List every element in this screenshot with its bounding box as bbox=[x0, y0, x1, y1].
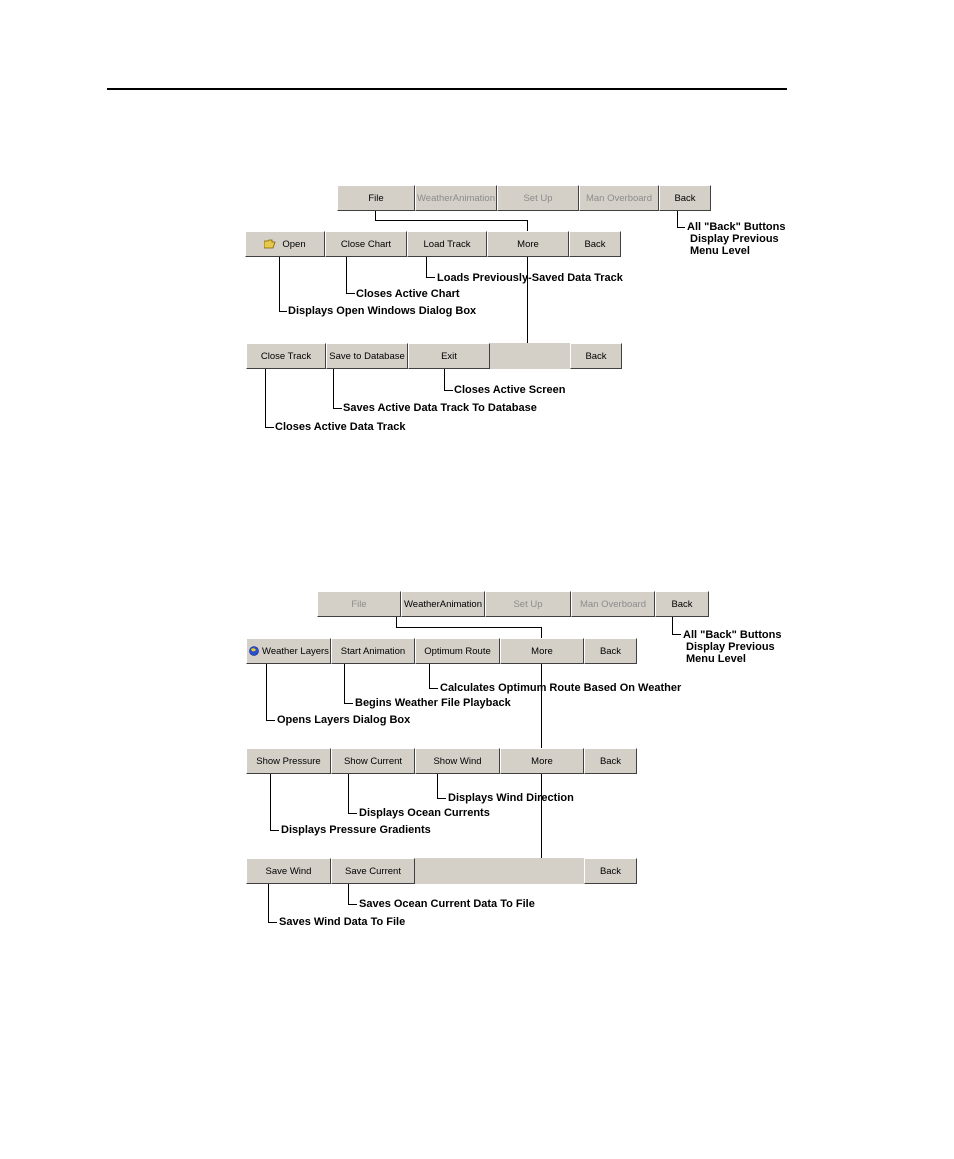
connector-line bbox=[270, 830, 279, 831]
file-button[interactable]: File bbox=[337, 185, 415, 211]
weather-layers-label: Weather Layers bbox=[262, 645, 329, 657]
show-wind-note: Displays Wind Direction bbox=[448, 792, 574, 804]
connector-line bbox=[541, 774, 542, 858]
more-button[interactable]: More bbox=[487, 231, 569, 257]
connector-line bbox=[270, 774, 271, 830]
weather-layers-note: Opens Layers Dialog Box bbox=[277, 714, 411, 726]
open-note: Displays Open Windows Dialog Box bbox=[288, 305, 477, 317]
connector-line bbox=[672, 617, 673, 635]
save-current-button[interactable]: Save Current bbox=[331, 858, 415, 884]
more-button[interactable]: More bbox=[500, 748, 584, 774]
connector-line bbox=[527, 257, 528, 343]
connector-line bbox=[344, 703, 353, 704]
back-button[interactable]: Back bbox=[659, 185, 711, 211]
connector-line bbox=[348, 813, 357, 814]
load-track-button[interactable]: Load Track bbox=[407, 231, 487, 257]
back-note: All "Back" Buttons Display Previous Menu Level bbox=[687, 221, 786, 257]
save-to-database-button[interactable]: Save to Database bbox=[326, 343, 408, 369]
back-note: All "Back" Buttons Display Previous Menu Level bbox=[683, 629, 782, 665]
connector-line bbox=[265, 369, 266, 427]
connector-line bbox=[437, 798, 446, 799]
show-wind-button[interactable]: Show Wind bbox=[415, 748, 500, 774]
weather-animation-button[interactable]: WeatherAnimation bbox=[415, 185, 497, 211]
file-more-submenu-bar bbox=[246, 343, 622, 369]
optimum-route-button[interactable]: Optimum Route bbox=[415, 638, 500, 664]
show-current-note: Displays Ocean Currents bbox=[359, 807, 490, 819]
load-track-note: Loads Previously-Saved Data Track bbox=[437, 272, 623, 284]
weather-animation-button[interactable]: WeatherAnimation bbox=[401, 591, 485, 617]
weather-layers-button[interactable] bbox=[246, 638, 331, 664]
connector-line bbox=[266, 720, 275, 721]
save-current-note: Saves Ocean Current Data To File bbox=[359, 898, 535, 910]
file-top-menu-bar bbox=[337, 185, 711, 211]
connector-line bbox=[344, 664, 345, 703]
connector-line bbox=[396, 627, 542, 628]
connector-line bbox=[429, 688, 438, 689]
file-submenu-bar bbox=[245, 231, 621, 257]
man-overboard-button[interactable]: Man Overboard bbox=[579, 185, 659, 211]
show-pressure-button[interactable]: Show Pressure bbox=[246, 748, 331, 774]
back-button[interactable]: Back bbox=[570, 343, 622, 369]
connector-line bbox=[333, 369, 334, 408]
more-button[interactable]: More bbox=[500, 638, 584, 664]
connector-line bbox=[444, 390, 453, 391]
save-wind-note: Saves Wind Data To File bbox=[279, 916, 406, 928]
weather-top-menu-bar bbox=[317, 591, 709, 617]
weather-globe-icon bbox=[248, 646, 260, 656]
connector-line bbox=[348, 884, 349, 904]
header-rule bbox=[107, 88, 787, 90]
connector-line bbox=[279, 311, 287, 312]
exit-button[interactable]: Exit bbox=[408, 343, 490, 369]
connector-line bbox=[426, 277, 435, 278]
connector-line bbox=[677, 227, 685, 228]
connector-line bbox=[268, 884, 269, 922]
file-button[interactable]: File bbox=[317, 591, 401, 617]
connector-line bbox=[677, 211, 678, 228]
back-button[interactable]: Back bbox=[584, 858, 637, 884]
connector-line bbox=[266, 664, 267, 720]
close-chart-note: Closes Active Chart bbox=[356, 288, 460, 300]
connector-line bbox=[268, 922, 277, 923]
save-db-note: Saves Active Data Track To Database bbox=[343, 402, 537, 414]
connector-line bbox=[429, 664, 430, 688]
connector-line bbox=[437, 774, 438, 798]
back-button[interactable]: Back bbox=[655, 591, 709, 617]
setup-button[interactable]: Set Up bbox=[485, 591, 571, 617]
connector-line bbox=[541, 627, 542, 638]
back-button[interactable]: Back bbox=[584, 748, 637, 774]
connector-line bbox=[333, 408, 342, 409]
show-pressure-note: Displays Pressure Gradients bbox=[281, 824, 431, 836]
optimum-route-note: Calculates Optimum Route Based On Weather bbox=[440, 682, 682, 694]
connector-line bbox=[265, 427, 274, 428]
save-wind-button[interactable]: Save Wind bbox=[246, 858, 331, 884]
open-button[interactable] bbox=[245, 231, 325, 257]
open-label: Open bbox=[282, 238, 306, 250]
connector-line bbox=[541, 664, 542, 748]
connector-line bbox=[348, 904, 357, 905]
save-submenu-bar bbox=[246, 858, 637, 884]
show-submenu-bar bbox=[246, 748, 637, 774]
connector-line bbox=[348, 774, 349, 813]
start-animation-note: Begins Weather File Playback bbox=[355, 697, 511, 709]
connector-line bbox=[444, 369, 445, 390]
connector-line bbox=[346, 293, 355, 294]
connector-line bbox=[279, 257, 280, 311]
start-animation-button[interactable]: Start Animation bbox=[331, 638, 415, 664]
connector-line bbox=[527, 220, 528, 231]
man-overboard-button[interactable]: Man Overboard bbox=[571, 591, 655, 617]
close-track-note: Closes Active Data Track bbox=[275, 421, 406, 433]
close-chart-button[interactable]: Close Chart bbox=[325, 231, 407, 257]
connector-line bbox=[672, 634, 681, 635]
show-current-button[interactable]: Show Current bbox=[331, 748, 415, 774]
connector-line bbox=[375, 220, 528, 221]
setup-button[interactable]: Set Up bbox=[497, 185, 579, 211]
folder-open-icon bbox=[264, 239, 276, 249]
back-button[interactable]: Back bbox=[584, 638, 637, 664]
back-button[interactable]: Back bbox=[569, 231, 621, 257]
exit-note: Closes Active Screen bbox=[454, 384, 566, 396]
empty-slot bbox=[490, 343, 570, 369]
weather-submenu-bar bbox=[246, 638, 637, 664]
empty-slot bbox=[415, 858, 584, 884]
close-track-button[interactable]: Close Track bbox=[246, 343, 326, 369]
connector-line bbox=[426, 257, 427, 277]
connector-line bbox=[346, 257, 347, 293]
